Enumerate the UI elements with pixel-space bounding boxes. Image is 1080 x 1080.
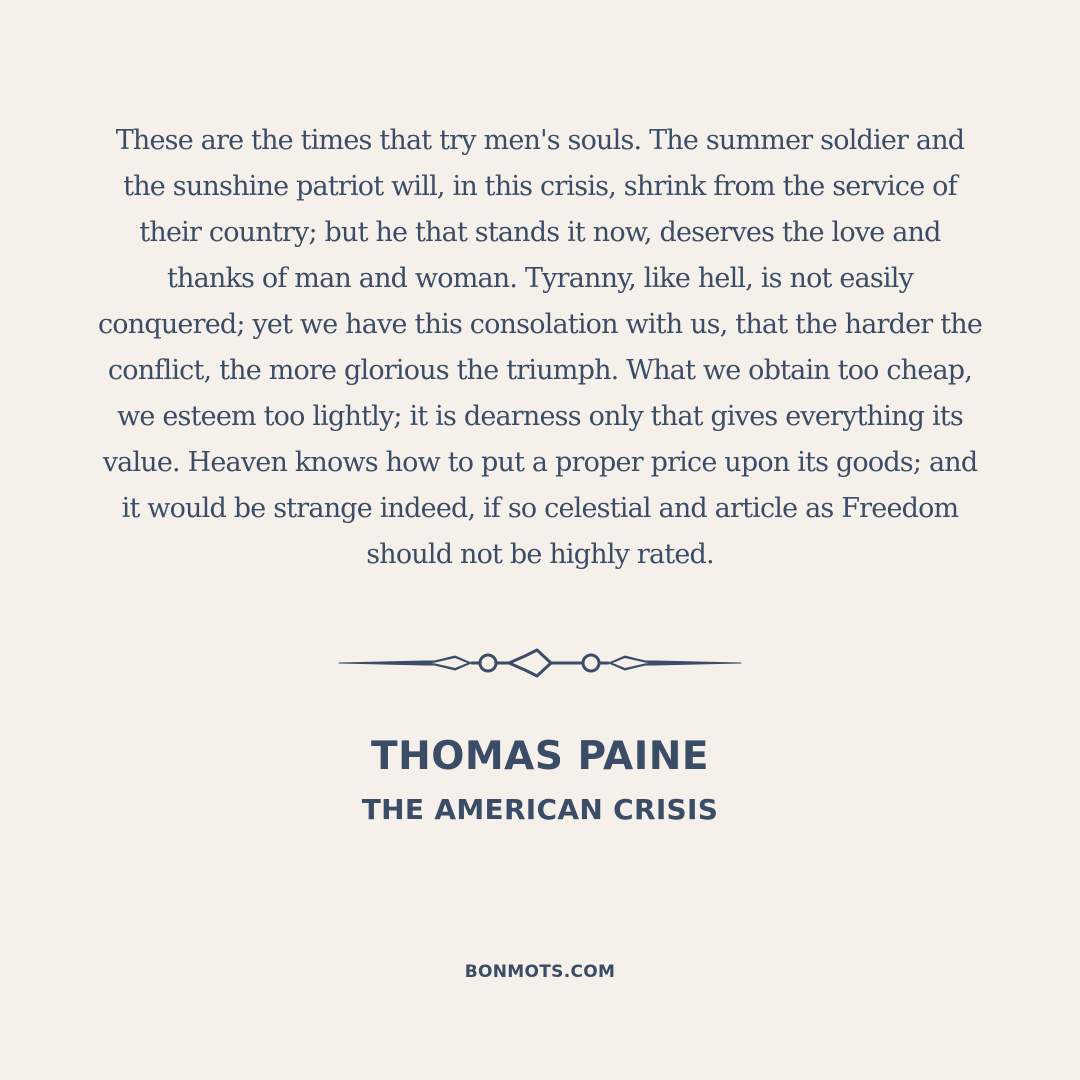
ornamental-divider-icon [337, 645, 743, 681]
source-title: THE AMERICAN CRISIS [361, 793, 719, 826]
quote-text: These are the times that try men's souls. The summer soldier and the sunshine patriot will, in this crisis, shrink from the service of their country; but he that stands it now, deserves the love and thanks of man and woman. Tyranny, like hell, is not easily conquered; yet we have this consolation with us, that the harder the conflict, the more glorious the triumph. What we obtain too cheap, we esteem too lightly; it is dearness only that gives everything its value. Heaven knows how to put a proper price upon its goods; and it would be strange indeed, if so celestial and article as Freedom should not be highly rated. [97, 125, 983, 570]
author-name: THOMAS PAINE [370, 734, 710, 779]
site-link[interactable]: BONMOTS.COM [464, 962, 616, 982]
